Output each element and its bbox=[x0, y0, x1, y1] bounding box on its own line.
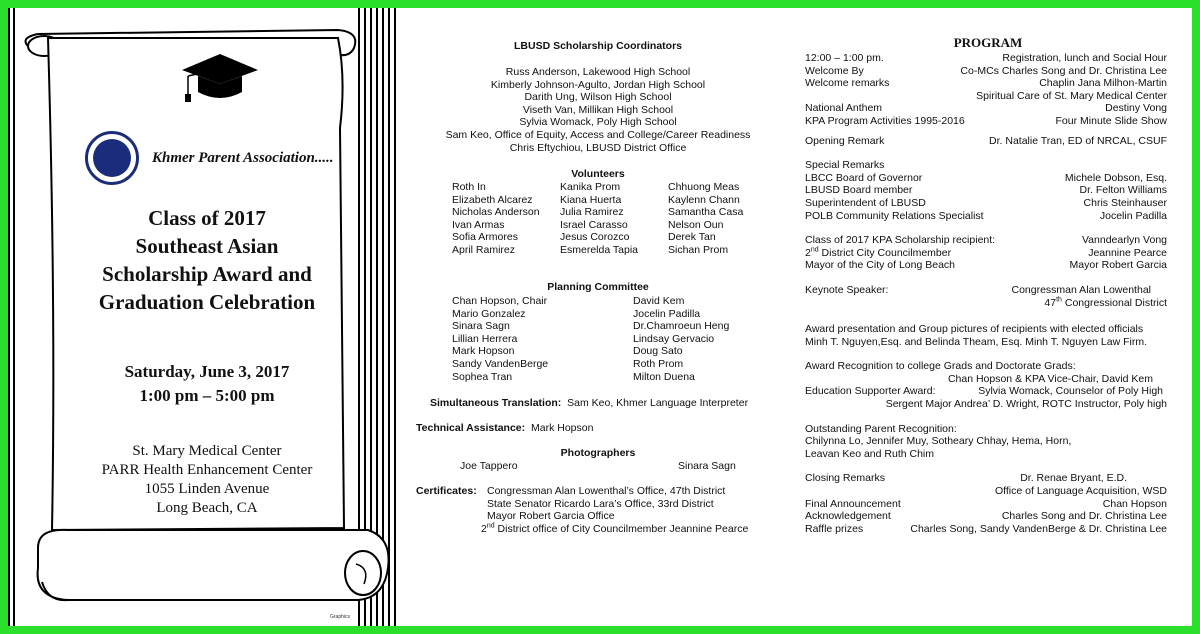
volunteer-name: Chhuong Meas bbox=[668, 181, 740, 193]
program-row bbox=[805, 52, 1167, 65]
program-item: Class of 2017 KPA Scholarship recipient: bbox=[805, 234, 996, 247]
certificates-label: Certificates: bbox=[416, 485, 477, 497]
volunteer-name: Elizabeth Alcarez bbox=[452, 193, 533, 206]
program-detail bbox=[1044, 297, 1167, 310]
ordinal-number: 2 bbox=[805, 246, 811, 259]
program-item: Final Announcement bbox=[805, 497, 901, 510]
venue-line: PARR Health Enhancement Center bbox=[101, 462, 313, 478]
special-remarks-section bbox=[805, 159, 1167, 222]
section-heading: Special Remarks bbox=[805, 159, 885, 172]
volunteer-name: Kaylenn Chann bbox=[668, 193, 740, 206]
program-detail: Charles Song and Dr. Christina Lee bbox=[1001, 510, 1167, 523]
program-row bbox=[805, 210, 1167, 223]
committee-name: Dr.Chamroeun Heng bbox=[633, 320, 730, 333]
title-line: Class of 2017 bbox=[148, 206, 266, 230]
ordinal-suffix: nd bbox=[486, 522, 495, 530]
program-item: Acknowledgement bbox=[805, 510, 891, 523]
program-row bbox=[805, 135, 1167, 148]
program-row bbox=[805, 115, 1167, 128]
committee-name: Sophea Tran bbox=[452, 370, 513, 383]
certificate-text: District office of City Councilmember Jeannine Pearce bbox=[494, 523, 749, 535]
coordinators-list bbox=[418, 66, 778, 154]
translation-row bbox=[430, 397, 748, 410]
section-heading: Award Recognition to college Grads and Doctorate Grads: bbox=[805, 360, 1076, 373]
org-name: Khmer Parent Association..... bbox=[152, 150, 334, 166]
volunteer-name: Julia Ramirez bbox=[560, 206, 624, 219]
program-detail: Four Minute Slide Show bbox=[1055, 114, 1167, 127]
volunteer-name: Kiana Huerta bbox=[560, 193, 622, 206]
volunteer-name: Jesus Corozco bbox=[560, 231, 630, 244]
program-heading: PROGRAM bbox=[953, 35, 1023, 50]
committee-name: Lillian Herrera bbox=[452, 332, 518, 345]
program-intro bbox=[805, 52, 1167, 128]
ordinal-suffix: nd bbox=[810, 246, 819, 254]
closing-section bbox=[805, 472, 1167, 535]
program-row bbox=[805, 247, 1167, 260]
committee-name: Roth Prom bbox=[633, 357, 684, 370]
volunteer-name: Nicholas Anderson bbox=[452, 206, 540, 219]
volunteer-name: Sofia Armores bbox=[452, 231, 518, 244]
title-line: Scholarship Award and bbox=[102, 262, 312, 286]
certificate-line: Mayor Robert Garcia Office bbox=[487, 510, 615, 523]
award-line: Minh T. Nguyen,Esq. and Belinda Theam, Esq. Minh T. Nguyen Law Firm. bbox=[805, 335, 1148, 348]
program-detail: Michele Dobson, Esq. bbox=[1064, 171, 1167, 184]
volunteers-col-1 bbox=[452, 181, 540, 257]
venue-line: 1055 Linden Avenue bbox=[144, 481, 270, 497]
flyer-page bbox=[8, 8, 1192, 626]
ordinal-number: 47 bbox=[1044, 296, 1057, 309]
program-detail: Destiny Vong bbox=[1105, 102, 1167, 115]
program-detail: Spiritual Care of St. Mary Medical Center bbox=[976, 89, 1167, 102]
program-item: 12:00 – 1:00 pm. bbox=[805, 52, 884, 64]
event-date: Saturday, June 3, 2017 bbox=[124, 362, 290, 381]
technical-label: Technical Assistance: bbox=[416, 422, 526, 434]
planning-col-2 bbox=[633, 295, 729, 383]
venue-line: Long Beach, CA bbox=[156, 500, 258, 516]
program-row bbox=[805, 284, 1167, 297]
event-time: 1:00 pm – 5:00 pm bbox=[139, 386, 275, 405]
coordinators-heading: LBUSD Scholarship Coordinators bbox=[513, 40, 682, 52]
title-line: Southeast Asian bbox=[135, 234, 279, 258]
award-line: Award presentation and Group pictures of recipients with elected officials bbox=[805, 323, 1144, 336]
parent-section bbox=[805, 423, 1167, 461]
volunteer-name: April Ramirez bbox=[452, 243, 516, 256]
program-detail: Chan Hopson bbox=[1102, 497, 1167, 510]
program-detail: Chan Hopson & KPA Vice-Chair, David Kem bbox=[947, 372, 1153, 385]
program-detail: Congressman Alan Lowenthal bbox=[1011, 283, 1151, 296]
program-row bbox=[805, 498, 1167, 511]
program-detail: Co-MCs Charles Song and Dr. Christina Lee bbox=[960, 64, 1167, 77]
committee-name: Lindsay Gervacio bbox=[633, 332, 715, 345]
program-row bbox=[805, 90, 1167, 103]
program-row bbox=[805, 102, 1167, 115]
program-item: Superintendent of LBUSD bbox=[805, 196, 926, 209]
program-item: Closing Remarks bbox=[805, 472, 885, 485]
program-row bbox=[805, 159, 1167, 172]
committee-name: Sinara Sagn bbox=[452, 320, 510, 333]
volunteer-name: Esmerelda Tapia bbox=[560, 243, 639, 256]
volunteer-name: Roth In bbox=[452, 181, 486, 193]
program-item bbox=[805, 247, 951, 260]
committee-name: Doug Sato bbox=[633, 345, 683, 358]
committee-name: Chan Hopson, Chair bbox=[452, 295, 548, 307]
program-row bbox=[805, 385, 1167, 398]
planning-col-1 bbox=[452, 295, 548, 383]
program-row bbox=[805, 197, 1167, 210]
technical-row bbox=[416, 422, 593, 435]
program-item: Welcome By bbox=[805, 64, 864, 77]
program-item: Keynote Speaker: bbox=[805, 283, 889, 296]
certificate-line: Congressman Alan Lowenthal’s Office, 47th District bbox=[487, 485, 726, 497]
program-row bbox=[805, 297, 1167, 310]
ordinal-number: 2 bbox=[481, 523, 487, 535]
committee-name: Jocelin Padilla bbox=[633, 307, 701, 320]
committee-name: Mario Gonzalez bbox=[452, 307, 526, 320]
program-item: KPA Program Activities 1995-2016 bbox=[805, 114, 965, 127]
program-row bbox=[805, 234, 1167, 247]
program-detail: Charles Song, Sandy VandenBerge & Dr. Christina Lee bbox=[910, 522, 1167, 535]
recognition-section bbox=[805, 360, 1167, 410]
program-item: Opening Remark bbox=[805, 134, 885, 147]
program-detail: Mayor Robert Garcia bbox=[1069, 259, 1167, 272]
program-detail: Office of Language Acquisition, WSD bbox=[995, 485, 1167, 498]
program-item: LBUSD Board member bbox=[805, 184, 913, 197]
program-item: National Anthem bbox=[805, 102, 883, 115]
volunteer-name: Sichan Prom bbox=[668, 243, 729, 256]
program-detail: Dr. Natalie Tran, ED of NRCAL, CSUF bbox=[989, 134, 1167, 147]
volunteer-name: Kanika Prom bbox=[560, 181, 621, 193]
photographer-right: Sinara Sagn bbox=[678, 460, 736, 472]
program-item: LBCC Board of Governor bbox=[805, 171, 923, 184]
program-block bbox=[805, 52, 1167, 535]
volunteers-heading: Volunteers bbox=[571, 168, 625, 180]
committee-name: Mark Hopson bbox=[452, 345, 515, 358]
technical-value: Mark Hopson bbox=[530, 422, 594, 434]
coordinator-name: Viseth Van, Millikan High School bbox=[522, 103, 674, 116]
translation-label: Simultaneous Translation: bbox=[430, 397, 562, 409]
event-datetime bbox=[64, 360, 350, 408]
volunteer-name: Ivan Armas bbox=[452, 218, 505, 231]
program-item: Raffle prizes bbox=[805, 522, 864, 535]
program-detail: Sergent Major Andrea’ D. Wright, ROTC Instructor, Poly high bbox=[885, 398, 1167, 411]
coordinator-name: Russ Anderson, Lakewood High School bbox=[505, 66, 691, 78]
graphics-credit: Graphics bbox=[330, 614, 351, 620]
volunteer-name: Derek Tan bbox=[668, 231, 716, 244]
parent-line: Chilynna Lo, Jennifer Muy, Sotheary Chhay, Hema, Horn, bbox=[805, 435, 1072, 448]
program-item: Education Supporter Award: bbox=[805, 385, 936, 398]
recipient-section bbox=[805, 234, 1167, 272]
coordinator-name: Sylvia Womack, Poly High School bbox=[519, 116, 677, 129]
parent-line: Leavan Keo and Ruth Chim bbox=[805, 447, 934, 460]
venue-address bbox=[64, 442, 350, 518]
graduation-cap-icon bbox=[180, 50, 260, 106]
program-detail: Sylvia Womack, Counselor of Poly High bbox=[978, 385, 1163, 398]
committee-name: Milton Duena bbox=[633, 370, 695, 383]
keynote-section bbox=[805, 284, 1167, 309]
program-row bbox=[805, 485, 1167, 498]
program-detail: Jocelin Padilla bbox=[1099, 209, 1167, 222]
photographers-heading: Photographers bbox=[560, 447, 636, 459]
ordinal-suffix: th bbox=[1056, 296, 1062, 303]
volunteer-name: Samantha Casa bbox=[668, 206, 744, 219]
program-detail: Registration, lunch and Social Hour bbox=[1002, 52, 1167, 64]
program-detail: Chris Steinhauser bbox=[1083, 196, 1167, 209]
program-detail: Chaplin Jana Milhon-Martin bbox=[1039, 77, 1167, 90]
program-row bbox=[805, 184, 1167, 197]
coordinator-name: Sam Keo, Office of Equity, Access and College/Career Readiness bbox=[445, 128, 751, 141]
program-row bbox=[805, 510, 1167, 523]
program-row bbox=[805, 65, 1167, 78]
translation-value: Sam Keo, Khmer Language Interpreter bbox=[567, 397, 749, 409]
program-row bbox=[805, 172, 1167, 185]
program-item: Welcome remarks bbox=[805, 77, 890, 90]
coordinator-name: Chris Eftychiou, LBUSD District Office bbox=[509, 141, 687, 154]
volunteer-name: Israel Carasso bbox=[560, 218, 628, 231]
certificates-list bbox=[487, 485, 725, 523]
program-item-text: District City Councilmember bbox=[818, 246, 952, 259]
program-row bbox=[805, 259, 1167, 272]
photographer-left: Joe Tappero bbox=[460, 460, 518, 472]
committee-name: Sandy VandenBerge bbox=[452, 357, 549, 370]
program-row bbox=[805, 398, 1167, 411]
coordinator-name: Darith Ung, Wilson High School bbox=[524, 91, 672, 104]
planning-heading: Planning Committee bbox=[547, 281, 649, 293]
program-row bbox=[805, 77, 1167, 90]
volunteers-col-2 bbox=[560, 181, 638, 257]
program-item: POLB Community Relations Specialist bbox=[805, 209, 984, 222]
program-row bbox=[805, 472, 1167, 485]
award-section bbox=[805, 323, 1167, 348]
title-line: Graduation Celebration bbox=[98, 290, 316, 314]
certificate-line: State Senator Ricardo Lara’s Office, 33rd District bbox=[487, 497, 714, 510]
program-detail-text: Congressional District bbox=[1061, 296, 1167, 309]
program-detail: Jeannine Pearce bbox=[1088, 246, 1167, 259]
program-detail: Vanndearlyn Vong bbox=[1081, 234, 1167, 247]
certificate-line bbox=[481, 523, 748, 536]
program-detail: Dr. Felton Williams bbox=[1079, 184, 1167, 197]
kpa-logo bbox=[85, 131, 139, 185]
program-item: Mayor of the City of Long Beach bbox=[805, 259, 955, 272]
program-row bbox=[805, 523, 1167, 536]
program-row bbox=[805, 373, 1167, 386]
volunteer-name: Nelson Oun bbox=[668, 218, 724, 231]
venue-line: St. Mary Medical Center bbox=[132, 443, 282, 459]
coordinator-name: Kimberly Johnson-Agulto, Jordan High School bbox=[490, 78, 706, 91]
opening-section bbox=[805, 135, 1167, 148]
volunteers-col-3 bbox=[668, 181, 743, 257]
event-title bbox=[64, 204, 350, 316]
section-heading: Outstanding Parent Recognition: bbox=[805, 422, 957, 435]
program-detail: Dr. Renae Bryant, E.D. bbox=[1020, 472, 1127, 485]
committee-name: David Kem bbox=[633, 295, 685, 307]
